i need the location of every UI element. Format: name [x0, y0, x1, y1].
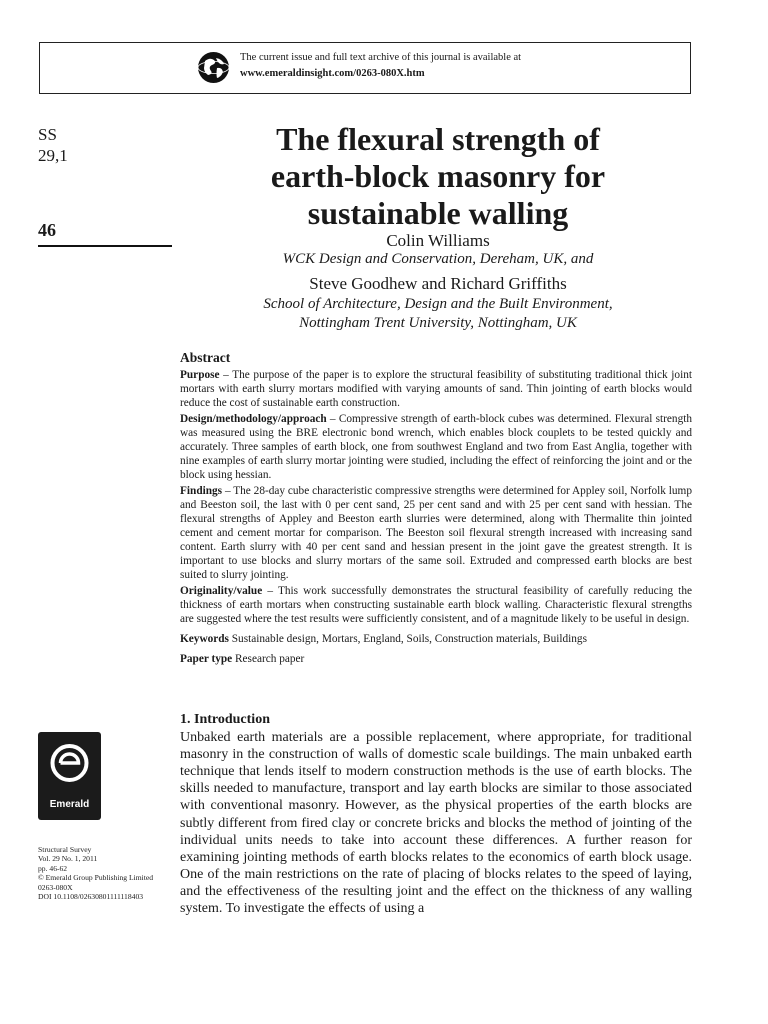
- abstract-keywords: [180, 632, 692, 646]
- section-label: Originality/value: [180, 585, 263, 597]
- author-affiliation: [180, 295, 696, 333]
- abstract-design: [180, 412, 692, 482]
- globe-icon: [197, 51, 230, 84]
- abstract-heading: Abstract: [180, 350, 231, 365]
- publication-info: [38, 845, 188, 901]
- section-text: – The purpose of the paper is to explore the structural feasibility of substituting traditional thick joint mortars with earth slurry mortars modified with varying amounts of sand. Thin jointing of earth blocks would reduce the cost of sustainable earth construction.: [180, 369, 692, 410]
- title-line: sustainable walling: [307, 195, 569, 231]
- section-text: Research paper: [232, 653, 305, 666]
- section-label: Paper type: [180, 653, 233, 666]
- section-text: – Compressive strength of earth-block cubes was determined. Flexural strength was measured using the BRE electronic bond wrench, which enables block couplets to be tested quickly and accurately. Three samples of earth block, one from southwest England and two from East Anglia, together with nine examples of earth slurry mortar jointing were studied, including the effect of reinforcing the joint and or the block using hessian.: [180, 412, 692, 482]
- section-label: Design/methodology/approach: [180, 412, 327, 425]
- section-label: Findings: [180, 484, 223, 497]
- abstract-paper-type: [180, 652, 692, 666]
- author-name: Colin Williams: [386, 231, 490, 250]
- emerald-logo-icon: [38, 732, 101, 798]
- affiliation-line: Nottingham Trent University, Nottingham, UK: [299, 315, 577, 331]
- title-line: earth-block masonry for: [270, 158, 606, 194]
- section-text: – The 28-day cube characteristic compressive strengths were determined for Appley soil, Norfolk lump and Beeston soil, the last with 0 per cent sand, 25 per cent sand and with 25 per cent sand with hessian. The flexural strengths of Appley and Beeston earth slurries were determined, along with Thermalite thin jointed cement and cement mortar for comparison. The Beeston soil flexural strength increased with increasing sand content. Earth slurry with 40 per cent sand and hessian present in the joint gave the greatest strength. It is important to use blocks and slurry mortars of the same soil. Extruded and compressed earth blocks are best suited to slurry jointing.: [180, 484, 692, 582]
- page-number: 46: [38, 220, 56, 240]
- introduction-section: [180, 711, 692, 917]
- pubinfo-line: © Emerald Group Publishing Limited: [38, 873, 154, 883]
- volume-issue: 29,1: [38, 146, 68, 165]
- body-paragraph: Unbaked earth materials are a possible replacement, where appropriate, for traditional masonry in the construction of walls of domestic scale buildings. The main unbaked earth technique that lends itself to modern construction methods is the use of earth blocks. The skills needed to manufacture, transport and lay earth blocks are similar to those associated with conventional masonry. However, as the physical properties of the earth blocks are subtly different from fired clay or concrete bricks and blocks the method of jointing of the individual units needs to take into account these differences. A further reason for examining jointing methods of earth blocks relates to the economics of earth block usage. One of the main restrictions on the rate of placing of blocks relates to the speed of laying, and the effectiveness of the resulting joint and the effect on the thickness of any walling system. To investigate the effects of using a: [180, 730, 692, 917]
- section-heading: 1. Introduction: [180, 712, 270, 727]
- abstract-originality: [180, 584, 692, 626]
- pubinfo-line: DOI 10.1108/02630801111118403: [38, 892, 144, 902]
- emerald-logo-text: Emerald: [49, 799, 90, 810]
- pubinfo-line: 0263-080X: [38, 882, 73, 892]
- page-number-rule: [38, 245, 172, 247]
- pubinfo-line: Vol. 29 No. 1, 2011: [38, 854, 98, 864]
- journal-code: [38, 124, 68, 166]
- pubinfo-line: Structural Survey: [38, 845, 92, 854]
- author-affiliation: WCK Design and Conservation, Dereham, UK, and: [282, 251, 594, 267]
- abstract-purpose: [180, 368, 692, 410]
- journal-abbrev: SS: [38, 125, 57, 144]
- archive-notice: The current issue and full text archive of this journal is available at: [240, 52, 522, 63]
- pubinfo-line: pp. 46-62: [38, 863, 68, 873]
- archive-url[interactable]: www.emeraldinsight.com/0263-080X.htm: [240, 68, 425, 79]
- abstract-findings: [180, 484, 692, 583]
- affiliation-line: School of Architecture, Design and the Built Environment,: [263, 296, 613, 312]
- paper-title: [180, 121, 696, 232]
- section-text: Sustainable design, Mortars, England, Soils, Construction materials, Buildings: [228, 633, 587, 646]
- section-text: – This work successfully demonstrates the structural feasibility of carefully reducing the thickness of earth mortars when constructing sustainable earth block walling. Characteristic flexural strengths are suggested where the test results were sufficiently consistent, and of a magnitude likely to be useful in design.: [180, 585, 692, 626]
- title-line: The flexural strength of: [276, 121, 600, 157]
- abstract: [180, 351, 692, 668]
- section-label: Keywords: [180, 633, 229, 646]
- author-name: Steve Goodhew and Richard Griffiths: [309, 274, 567, 293]
- section-label: Purpose: [180, 369, 220, 382]
